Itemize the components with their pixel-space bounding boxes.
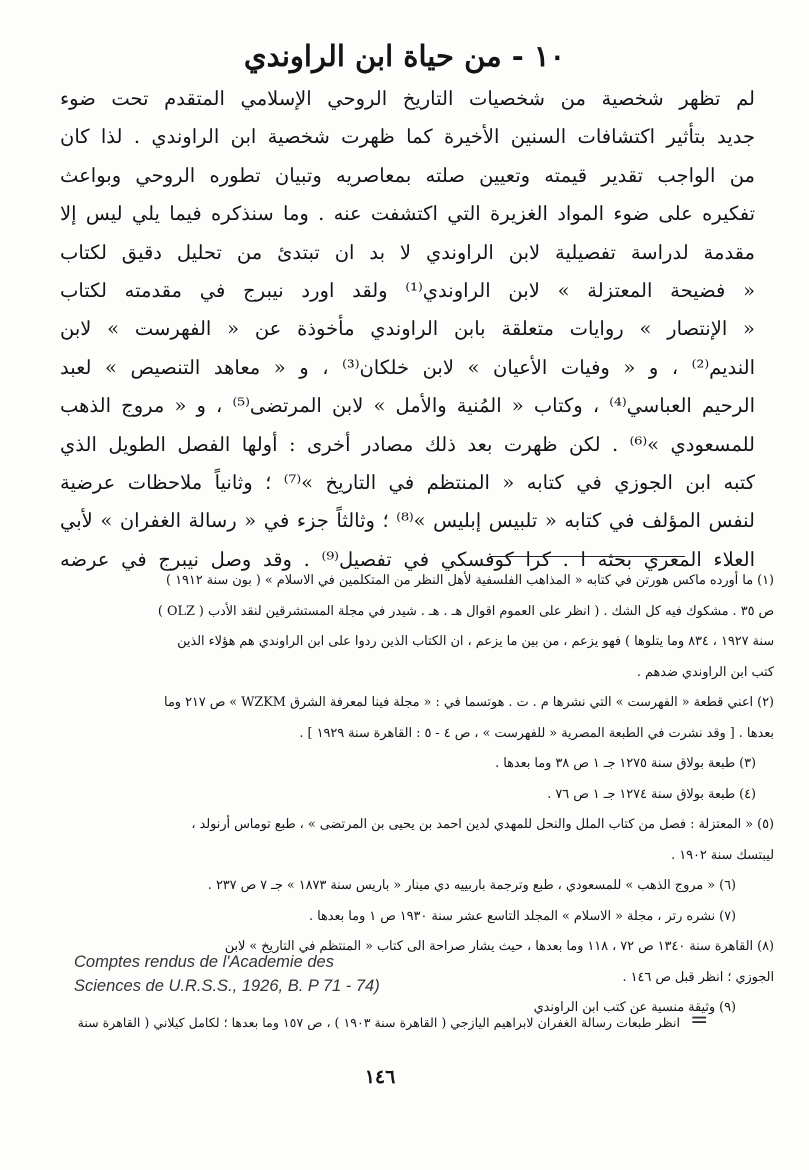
footnote-divider xyxy=(490,556,685,557)
body-line: « فضيحة المعتزلة » لابن الراوندي⁽¹⁾ ولقد اورد نيبرج في مقدمته لكتاب xyxy=(60,278,755,302)
body-line: تفكيره على ضوء المواد الغزيرة التي اكتشفت عنه . وما سنذكره فيما يلي ليس إلا xyxy=(60,202,755,226)
body-line: « الإنتصار » روايات متعلقة بابن الراوندي مأخوذة عن « الفهرست » لابن xyxy=(60,317,755,341)
handwritten-annotation xyxy=(74,950,414,998)
handwritten-line: Comptes rendus de l'Academie des xyxy=(74,953,334,971)
footnote-line: الجوزي ؛ انظر قبل ص ١٤٦ . xyxy=(622,969,774,985)
footnote-line: (٣) طبعة بولاق سنة ١٢٧٥ جـ ١ ص ٣٨ وما بعدها . xyxy=(495,756,756,771)
footnote-line: (٩) وثيقة منسية عن كتب ابن الراوندي xyxy=(533,1000,736,1015)
footnote-line: بعدها . [ وقد نشرت في الطبعة المصرية « للفهرست » ، ص ٤ - ٥ : القاهرة سنة ١٩٢٩ ] . xyxy=(299,725,774,741)
footnote-line: (٢) اعني قطعة « الفهرست » التي نشرها م . ت . هوتسما في : « مجلة فينا لمعرفة الشرق WZKM » ص ٢١٧ وما xyxy=(164,695,774,710)
footnote-line: (٦) « مروج الذهب » للمسعودي ، طبع وترجمة باربييه دي مينار « باريس سنة ١٨٧٣ » جـ ٧ ص ٢٣٧ . xyxy=(207,878,736,893)
footnote-line: سنة ١٩٢٧ ، ٨٣٤ وما يتلوها ) فهو يزعم ، من بين ما يزعم ، ان الكتاب الذين ردوا على ابن الراوندي هم هؤلاء الذين xyxy=(177,634,774,649)
footnote-line: (٤) طبعة بولاق سنة ١٢٧٤ جـ ١ ص ٧٦ . xyxy=(547,786,756,802)
footnote-line: (١) ما أورده ماكس هورتن في كتابه « المذاهب الفلسفية لأهل النظر من المتكلمين في الاسلام » ( بون سنة ١٩١٢ ) xyxy=(166,573,774,588)
page-number: ١٤٦ xyxy=(364,1066,396,1088)
body-line: الرحيم العباسي⁽⁴⁾ ، وكتاب « المُنية والأمل » لابن المرتضى⁽⁵⁾ ، و « مروج الذهب xyxy=(60,394,755,418)
page-title: ١٠ - من حياة ابن الراوندي xyxy=(243,39,566,73)
footnote-line: (٥) « المعتزلة : فصل من كتاب الملل والنحل للمهدي لدين احمد بن يحيى بن المرتضى » ، طبع توماس أرنولد ، xyxy=(191,817,774,832)
body-line: لم تظهر شخصية من شخصيات التاريخ الروحي الإسلامي المتقدم تحت ضوء xyxy=(60,87,755,110)
body-line: جديد بتأثير اكتشافات السنين الأخيرة كما ظهرت شخصية ابن الراوندي . لذا كان xyxy=(60,125,755,149)
continuation-note: انظر طبعات رسالة الغفران لابراهيم اليازجي ( القاهرة سنة ١٩٠٣ ) ، ص ١٥٧ وما بعدها ؛ لكامل كيلاني ( القاهرة سنة xyxy=(77,1015,680,1030)
body-line: كتبه ابن الجوزي في كتابه « المنتظم في التاريخ »⁽⁷⁾ ؛ وثانياً ملاحظات عرضية xyxy=(60,470,755,494)
body-line: لنفس المؤلف في كتابه « تلبيس إبليس »⁽⁸⁾ ؛ وثالثاً جزء في « رسالة الغفران » لأبي xyxy=(60,509,755,533)
equals-mark: = xyxy=(690,1008,709,1033)
body-text xyxy=(60,80,755,579)
body-line: العلاء المعري بحثه ا . كرا كوفسكي في تفصيل⁽⁹⁾ . وقد وصل نيبرج في عرضه xyxy=(60,547,755,571)
body-line: من الواجب تقدير قيمته وتعيين صلته بمعاصريه وتبيان تطوره الروحي وبواعث xyxy=(60,163,755,187)
footnote-line: ص ٣٥ . مشكوك فيه كل الشك . ( انظر على العموم اقوال هـ . هـ . شيدر في مجلة المستشرقين لنقد الأدب ( OLZ ) xyxy=(157,603,774,619)
footnote-line: (٨) القاهرة سنة ١٣٤٠ ص ٧٢ ، ١١٨ وما بعدها ، حيث يشار صراحة الى كتاب « المنتظم في التاريخ » لابن xyxy=(224,939,774,954)
footnote-line: ليبتسك سنة ١٩٠٢ . xyxy=(671,847,774,863)
handwritten-line: Sciences de U.R.S.S., 1926, B. P 71 - 74) xyxy=(74,977,380,995)
body-line: مقدمة لدراسة تفصيلية لابن الراوندي لا بد ان تبتدئ من تحليل دقيق لكتاب xyxy=(60,240,755,264)
body-line: النديم⁽²⁾ ، و « وفيات الأعيان » لابن خلكان⁽³⁾ ، و « معاهد التنصيص » لعبد xyxy=(60,355,755,379)
footnote-line: (٧) نشره رتر ، مجلة « الاسلام » المجلد التاسع عشر سنة ١٩٣٠ ص ١ وما بعدها . xyxy=(308,908,736,924)
body-line: للمسعودي »⁽⁶⁾ . لكن ظهرت بعد ذلك مصادر أخرى : أولها الفصل الطويل الذي xyxy=(60,432,755,456)
footnote-line: كتب ابن الراوندي ضدهم . xyxy=(636,664,774,680)
